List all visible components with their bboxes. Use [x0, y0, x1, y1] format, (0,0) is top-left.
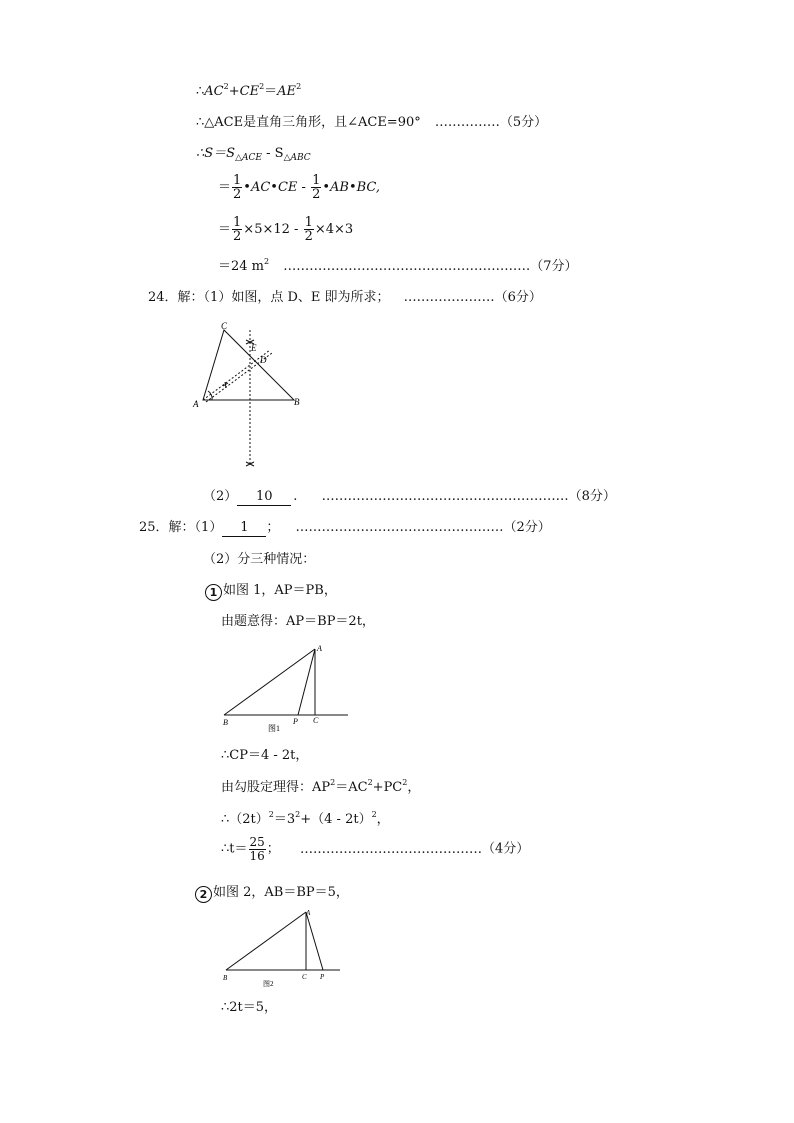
var-ce: CE [239, 84, 260, 99]
statement: ＝AC [335, 780, 368, 795]
eq-line-3 [196, 146, 311, 162]
segment-ab [226, 912, 306, 970]
label-c: C [302, 973, 307, 981]
case1-line5 [221, 812, 390, 828]
statement: ∴CP＝4 - 2t， [221, 748, 309, 763]
arc-mark-small [223, 382, 228, 388]
denominator: 2 [304, 229, 313, 244]
part-label: （1） [194, 520, 223, 535]
label-a: A [317, 644, 322, 653]
case1-line4 [221, 780, 420, 796]
label-b: B [294, 397, 300, 407]
statement: ∴t＝ [221, 841, 248, 857]
denominator: 2 [312, 187, 321, 202]
answer-blank: 1 [222, 520, 266, 537]
question-number: 24．解： [148, 290, 204, 305]
leader-dots: ………………… [403, 290, 495, 305]
term: ×5×12 - [243, 222, 303, 237]
eq-line-1 [196, 84, 301, 100]
var-ae: AE [277, 84, 297, 99]
label-a: A [193, 399, 199, 409]
figure-caption: 图1 [268, 724, 280, 733]
q25-part2 [203, 552, 315, 568]
denominator: 2 [233, 187, 242, 202]
exponent: 2 [371, 810, 377, 819]
figure-q24 [190, 318, 310, 473]
statement: （1）如图，点 D、E 即为所求； [203, 290, 390, 305]
comma: ， [376, 812, 390, 827]
equals: ＝ [218, 222, 232, 237]
score: （5分） [499, 115, 548, 130]
question-number: 25．解： [139, 520, 195, 535]
label-p: P [320, 973, 325, 981]
eq-line-2 [196, 115, 547, 131]
figure-1 [220, 642, 352, 734]
statement: （2）分三种情况： [203, 552, 316, 567]
result: ＝24 m [218, 259, 265, 274]
exponent: 2 [259, 82, 265, 91]
area-expr: ∴S＝S [196, 146, 236, 161]
eq-line-5 [218, 216, 353, 243]
label-c: C [221, 321, 228, 331]
var-ac: AC [204, 84, 224, 99]
exponent: 2 [295, 810, 301, 819]
equals: ＝ [218, 180, 232, 195]
case1-line6 [221, 836, 529, 863]
exponent: 2 [223, 82, 229, 91]
leader-dots: …………… [434, 115, 500, 130]
exponent: 2 [402, 778, 408, 787]
denominator: 16 [249, 849, 265, 863]
segment-ab [224, 649, 315, 715]
numerator: 1 [312, 173, 321, 188]
exponent: 2 [330, 778, 336, 787]
segment-ap [306, 912, 323, 970]
figure-2 [220, 906, 346, 992]
exponent: 2 [264, 257, 270, 266]
semicolon: ； [266, 841, 280, 857]
exponent: 2 [296, 82, 302, 91]
score: （7分） [530, 259, 578, 274]
figure-caption: 图2 [263, 980, 274, 988]
case1-line3 [221, 748, 308, 764]
case1-heading [205, 583, 337, 601]
comma: ， [407, 780, 421, 795]
statement: ∴△ACE是直角三角形，且∠ACE=90° [196, 115, 421, 130]
semicolon: ； [266, 520, 280, 535]
statement: 由题意得：AP＝BP＝2t， [221, 614, 375, 629]
answer-blank: 10 [237, 489, 291, 506]
term: ×4×3 [314, 222, 354, 237]
leader-dots: ………………………………………………… [283, 259, 531, 274]
statement: ∴2t＝5， [221, 1000, 278, 1015]
statement: 如图 1，AP＝PB， [223, 583, 337, 598]
eq-line-6 [218, 259, 578, 275]
plus: + [228, 84, 240, 99]
label-b: B [223, 718, 228, 727]
case1-line2 [221, 614, 375, 630]
numerator: 1 [233, 173, 242, 188]
q25-part1 [139, 520, 551, 537]
circled-number-2: 2 [195, 886, 212, 903]
part-label: （2） [203, 489, 238, 504]
label-c: C [313, 716, 319, 725]
minus: - S [261, 146, 284, 161]
label-d: D [260, 355, 267, 365]
circled-number-1: 1 [205, 584, 222, 601]
label-b: B [223, 974, 228, 982]
period: . [293, 489, 298, 504]
statement: ＝3 [273, 812, 296, 827]
term: •AB•BC, [322, 180, 381, 195]
leader-dots: …………………………………… [299, 841, 482, 857]
fraction-half [232, 174, 242, 201]
statement: +PC [372, 780, 403, 795]
statement: +（4 - 2t） [300, 812, 372, 827]
score: （2分） [503, 520, 551, 535]
statement: 由勾股定理得：AP [221, 780, 331, 795]
therefore: ∴ [196, 84, 205, 99]
case2-line2 [221, 1000, 277, 1016]
denominator: 2 [233, 229, 242, 244]
fraction-half [311, 174, 321, 201]
label-a: A [306, 909, 311, 917]
eq-line-4 [218, 174, 380, 201]
exponent: 2 [367, 778, 373, 787]
subscript-ace: △ACE [235, 153, 262, 163]
numerator: 25 [249, 835, 265, 849]
leader-dots: ………………………………………………… [321, 489, 569, 504]
case2-heading [195, 885, 349, 903]
term: •AC•CE - [243, 180, 311, 195]
score: （6分） [494, 290, 542, 305]
q24-part1 [148, 290, 542, 306]
exponent: 2 [268, 810, 274, 819]
fraction-half [232, 216, 242, 243]
statement: ∴（2t） [221, 812, 269, 827]
score: （8分） [568, 489, 616, 504]
numerator: 1 [304, 215, 313, 230]
fraction-t [249, 836, 266, 863]
score: （4分） [481, 841, 530, 857]
leader-dots: ………………………………………… [295, 520, 504, 535]
q24-part2 [203, 489, 616, 506]
label-e: E [251, 343, 257, 353]
fraction-half [304, 216, 314, 243]
subscript-abc: △ABC [283, 153, 311, 163]
equals: ＝ [264, 84, 278, 99]
label-p: P [293, 717, 298, 726]
statement: 如图 2，AB＝BP＝5， [213, 885, 349, 900]
numerator: 1 [233, 215, 242, 230]
